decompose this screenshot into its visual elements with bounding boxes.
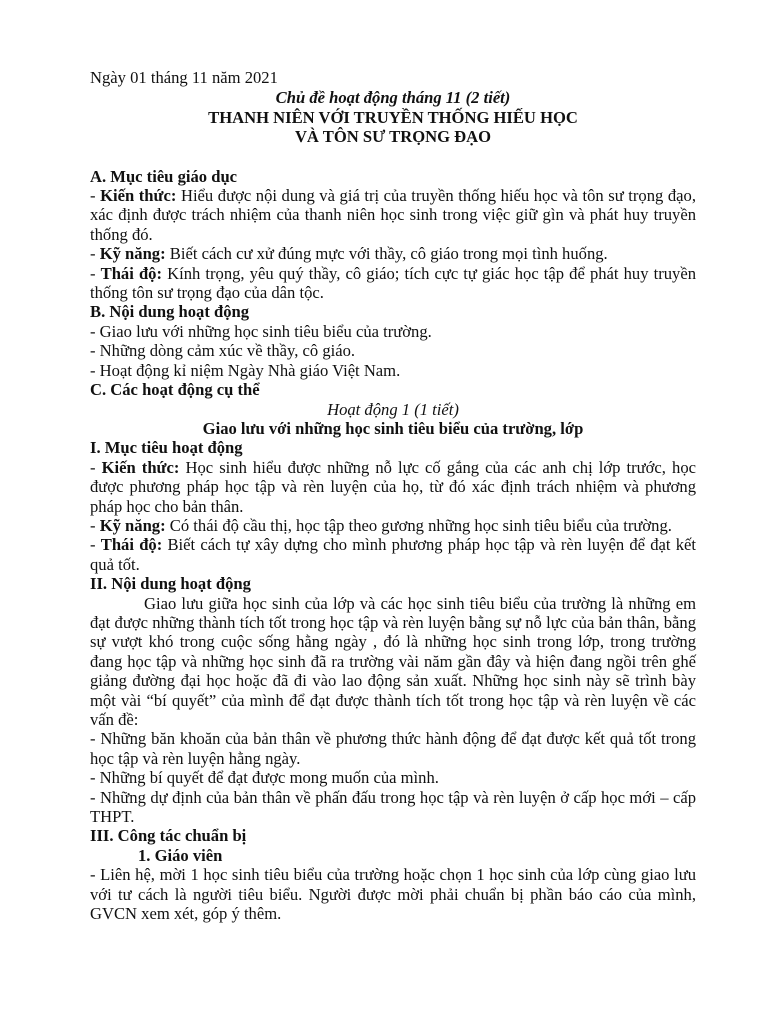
- section-a-heading: A. Mục tiêu giáo dục: [90, 166, 238, 186]
- section-b-heading: B. Nội dung hoạt động: [90, 302, 250, 322]
- section-ii-paragraph: Giao lưu giữa học sinh của lớp và các học sinh tiêu biểu của trường là những em đạt được những thành tích tốt trong học tập và rèn luyện bằng sự nỗ lực của bản thân, bằng sự vượt khó trong cuộc sống hằng ngày , đó là những học sinh trong lớp, trong trường đang học tập và những học sinh đã ra trường vài năm gần đây và hiện đang ngồi trên ghế giảng đường đại học hoặc đã đi vào lao động sản xuất. Những học sinh này sẽ trình bày một vài “bí quyết” của mình để đạt được thành tích tốt trong học tập và rèn luyện về các vấn đề:: [90, 593, 696, 729]
- section-a-attitude-label: Thái độ:: [100, 263, 162, 283]
- section-a-knowledge-text: Hiểu được nội dung và giá trị của truyền thống hiếu học và tôn sư trọng đạo, xác định được trách nhiệm của thanh niên học sinh trong việc giữ gìn và phát huy truyền thống đó.: [90, 186, 696, 244]
- document-title-line-2: VÀ TÔN SƯ TRỌNG ĐẠO: [294, 127, 492, 147]
- section-ii-item: - Những bí quyết để đạt được mong muốn của mình.: [90, 768, 439, 788]
- section-c-heading: C. Các hoạt động cụ thể: [90, 380, 260, 400]
- section-a-attitude-text: Kính trọng, yêu quý thầy, cô giáo; tích cực tự giác học tập để phát huy truyền thống tôn sư trọng đạo của dân tộc.: [90, 263, 696, 303]
- spacer: [90, 147, 696, 167]
- section-i-skill-text: Có thái độ cầu thị, học tập theo gương những học sinh tiêu biểu của trường.: [165, 515, 672, 535]
- section-i-heading: I. Mục tiêu hoạt động: [90, 438, 243, 458]
- section-iii-heading: III. Công tác chuẩn bị: [90, 826, 247, 846]
- section-iii-paragraph: - Liên hệ, mời 1 học sinh tiêu biểu của trường hoặc chọn 1 học sinh của lớp cùng giao lưu với tư cách là người tiêu biểu. Người được mời phải chuẩn bị phần báo cáo của mình, GVCN xem xét, góp ý thêm.: [90, 865, 696, 924]
- teacher-subheading: 1. Giáo viên: [138, 845, 223, 865]
- section-i-attitude: - Thái độ: Biết cách tự xây dựng cho mình phương pháp học tập và rèn luyện để đạt kết quả tốt.: [90, 535, 697, 574]
- section-ii-heading: II. Nội dung hoạt động: [90, 574, 251, 594]
- activity-label: Hoạt động 1 (1 tiết): [327, 399, 459, 419]
- section-i-skill: - Kỹ năng: Có thái độ cầu thị, học tập theo gương những học sinh tiêu biểu của trường.: [90, 515, 672, 535]
- section-b-item: - Hoạt động kỉ niệm Ngày Nhà giáo Việt Nam.: [90, 360, 401, 380]
- document-title-line-1: THANH NIÊN VỚI TRUYỀN THỐNG HIẾU HỌC: [208, 107, 578, 127]
- section-a-attitude: - Thái độ: Kính trọng, yêu quý thầy, cô giáo; tích cực tự giác học tập để phát huy truyền thống tôn sư trọng đạo của dân tộc.: [90, 263, 696, 303]
- document-date: Ngày 01 tháng 11 năm 2021: [90, 68, 278, 87]
- section-i-knowledge: - Kiến thức: Học sinh hiểu được những nỗ lực cố gắng của các anh chị lớp trước, học được phương pháp học tập và rèn luyện của họ, từ đó xác định trách nhiệm và phương pháp học cho bản thân.: [90, 457, 696, 516]
- section-a-skill: - Kỹ năng: Biết cách cư xử đúng mực với thầy, cô giáo trong mọi tình huống.: [90, 244, 608, 264]
- document-subtitle: Chủ đề hoạt động tháng 11 (2 tiết): [275, 88, 511, 108]
- section-i-attitude-text: Biết cách tự xây dựng cho mình phương pháp học tập và rèn luyện để đạt kết quả tốt.: [90, 535, 697, 574]
- section-ii-item: - Những băn khoăn của bản thân về phương thức hành động để đạt được kết quả tốt trong học tập và rèn luyện hằng ngày.: [90, 729, 696, 768]
- section-i-attitude-label: Thái độ:: [100, 535, 163, 555]
- section-a-skill-label: Kỹ năng:: [99, 244, 166, 264]
- section-i-knowledge-text: Học sinh hiểu được những nỗ lực cố gắng của các anh chị lớp trước, học được phương pháp học tập và rèn luyện của họ, từ đó xác định trách nhiệm và phương pháp học cho bản thân.: [90, 457, 696, 516]
- activity-title: Giao lưu với những học sinh tiêu biểu của trường, lớp: [202, 418, 584, 438]
- section-ii-item: - Những dự định của bản thân về phấn đấu trong học tập và rèn luyện ở cấp học mới – cấp THPT.: [90, 787, 696, 827]
- section-a-skill-text: Biết cách cư xử đúng mực với thầy, cô giáo trong mọi tình huống.: [165, 244, 608, 264]
- section-i-knowledge-label: Kiến thức:: [101, 457, 180, 477]
- section-b-item: - Những dòng cảm xúc về thầy, cô giáo.: [90, 341, 356, 361]
- section-b-item: - Giao lưu với những học sinh tiêu biểu của trường.: [90, 321, 432, 341]
- section-i-skill-label: Kỹ năng:: [99, 515, 166, 535]
- section-a-knowledge: - Kiến thức: Hiểu được nội dung và giá trị của truyền thống hiếu học và tôn sư trọng đạo, xác định được trách nhiệm của thanh niên học sinh trong việc giữ gìn và phát huy truyền thống đó.: [90, 186, 696, 244]
- section-a-knowledge-label: Kiến thức:: [100, 186, 177, 206]
